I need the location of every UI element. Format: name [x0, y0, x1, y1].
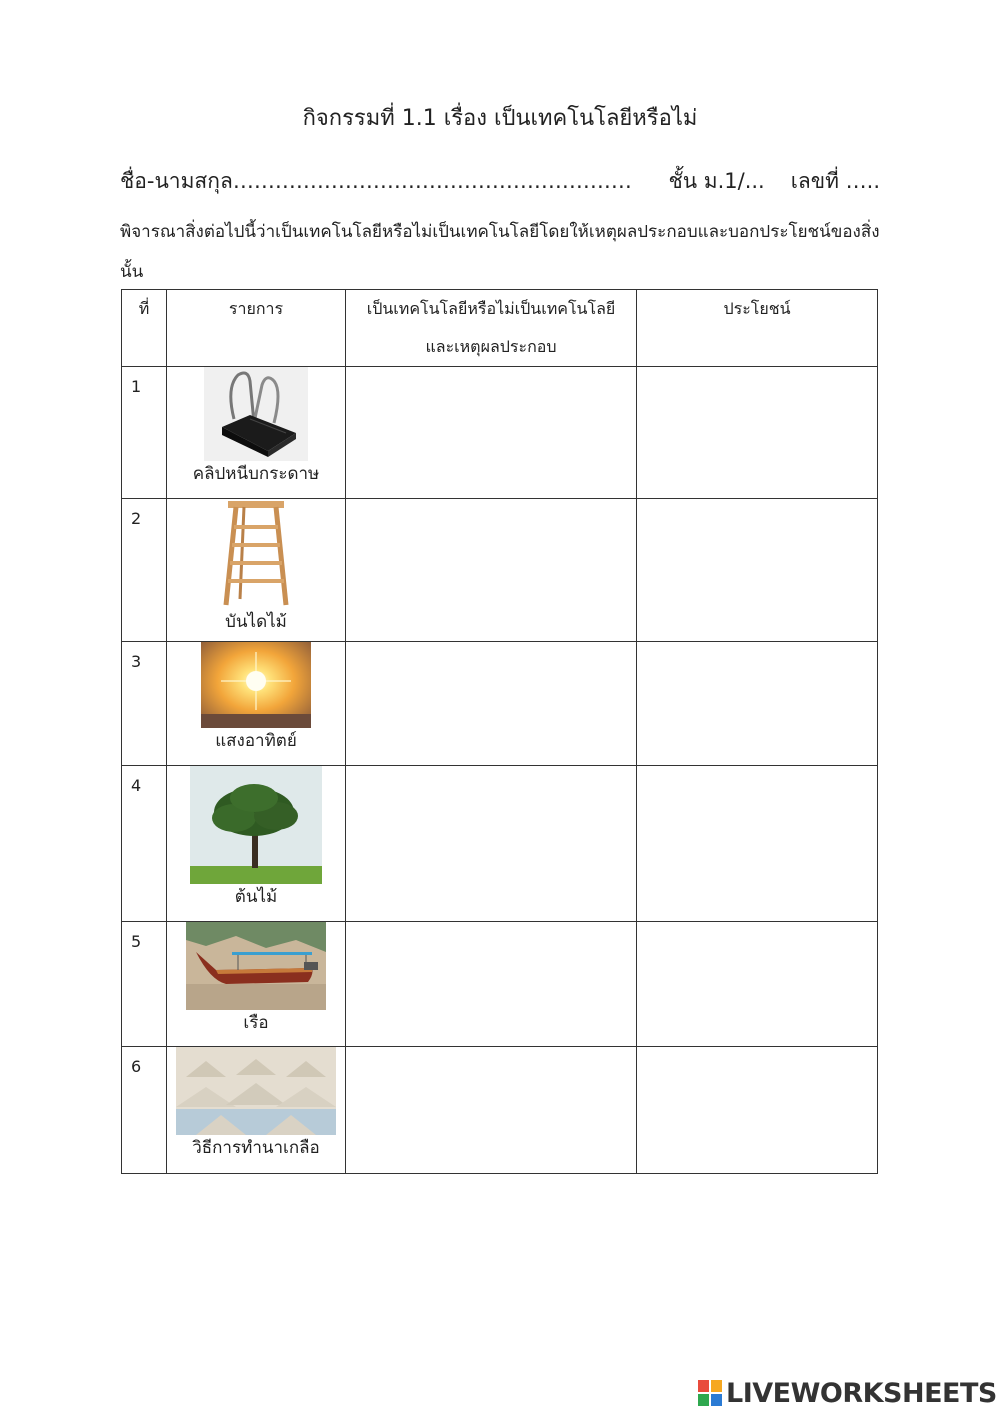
table-row [122, 499, 878, 642]
instructions-line-1: พิจารณาสิ่งต่อไปนี้ว่าเป็นเทคโนโลยีหรือไม่เป็นเทคโนโลยีโดยให้เหตุผลประกอบและบอกประโยชน์ของสิ่ง [120, 222, 880, 242]
answer-cell-tech[interactable] [346, 766, 637, 922]
name-field-label: ชื่อ-นามสกุล………………………………………………… [120, 169, 632, 193]
number-field-label: เลขที่ ….. [790, 169, 880, 193]
binder-clip-image [204, 367, 308, 461]
row-number: 1 [122, 367, 167, 499]
header-tech-line-1: เป็นเทคโนโลยีหรือไม่เป็นเทคโนโลยี [366, 299, 616, 318]
header-benefit: ประโยชน์ [637, 290, 878, 367]
answer-cell-benefit[interactable] [637, 1047, 878, 1174]
table-row [122, 642, 878, 766]
item-cell [167, 1047, 346, 1174]
row-number: 6 [122, 1047, 167, 1174]
header-no: ที่ [122, 290, 167, 367]
salt-farm-image [176, 1047, 336, 1135]
item-cell [167, 922, 346, 1047]
worksheet-table [121, 289, 878, 1174]
table-row [122, 766, 878, 922]
sunlight-image [201, 642, 311, 728]
liveworksheets-logo [698, 1377, 997, 1409]
row-number: 5 [122, 922, 167, 1047]
answer-cell-benefit[interactable] [637, 499, 878, 642]
header-item: รายการ [167, 290, 346, 367]
item-cell [167, 499, 346, 642]
answer-cell-tech[interactable] [346, 367, 637, 499]
long-tail-boat-image [186, 922, 326, 1010]
worksheet-title: กิจกรรมที่ 1.1 เรื่อง เป็นเทคโนโลยีหรือไม่ [302, 106, 698, 131]
item-caption: แสงอาทิตย์ [215, 731, 297, 751]
row-number: 3 [122, 642, 167, 766]
answer-cell-tech[interactable] [346, 642, 637, 766]
item-cell [167, 367, 346, 499]
answer-cell-tech[interactable] [346, 922, 637, 1047]
answer-cell-benefit[interactable] [637, 367, 878, 499]
table-row [122, 922, 878, 1047]
header-tech-line-2: และเหตุผลประกอบ [425, 337, 557, 356]
item-cell [167, 766, 346, 922]
item-cell [167, 642, 346, 766]
wooden-ladder-image [214, 499, 298, 609]
item-caption: คลิปหนีบกระดาษ [192, 464, 320, 484]
item-caption: บันไดไม้ [225, 612, 287, 632]
table-row [122, 1047, 878, 1174]
tree-image [190, 766, 322, 884]
class-field-label: ชั้น ม.1/... [668, 169, 765, 193]
table-header-row [122, 290, 878, 367]
answer-cell-benefit[interactable] [637, 642, 878, 766]
table-row [122, 367, 878, 499]
instructions-line-2: นั้น [120, 262, 144, 282]
answer-cell-benefit[interactable] [637, 922, 878, 1047]
liveworksheets-logo-icon [698, 1380, 722, 1406]
liveworksheets-logo-text: LIVEWORKSHEETS [726, 1377, 997, 1409]
row-number: 2 [122, 499, 167, 642]
answer-cell-tech[interactable] [346, 1047, 637, 1174]
instructions [120, 212, 880, 292]
header-tech [346, 290, 637, 367]
student-info-line [120, 165, 880, 198]
answer-cell-benefit[interactable] [637, 766, 878, 922]
item-caption: เรือ [243, 1013, 269, 1033]
answer-cell-tech[interactable] [346, 499, 637, 642]
item-caption: วิธีการทำนาเกลือ [192, 1138, 320, 1158]
row-number: 4 [122, 766, 167, 922]
item-caption: ต้นไม้ [234, 887, 278, 907]
